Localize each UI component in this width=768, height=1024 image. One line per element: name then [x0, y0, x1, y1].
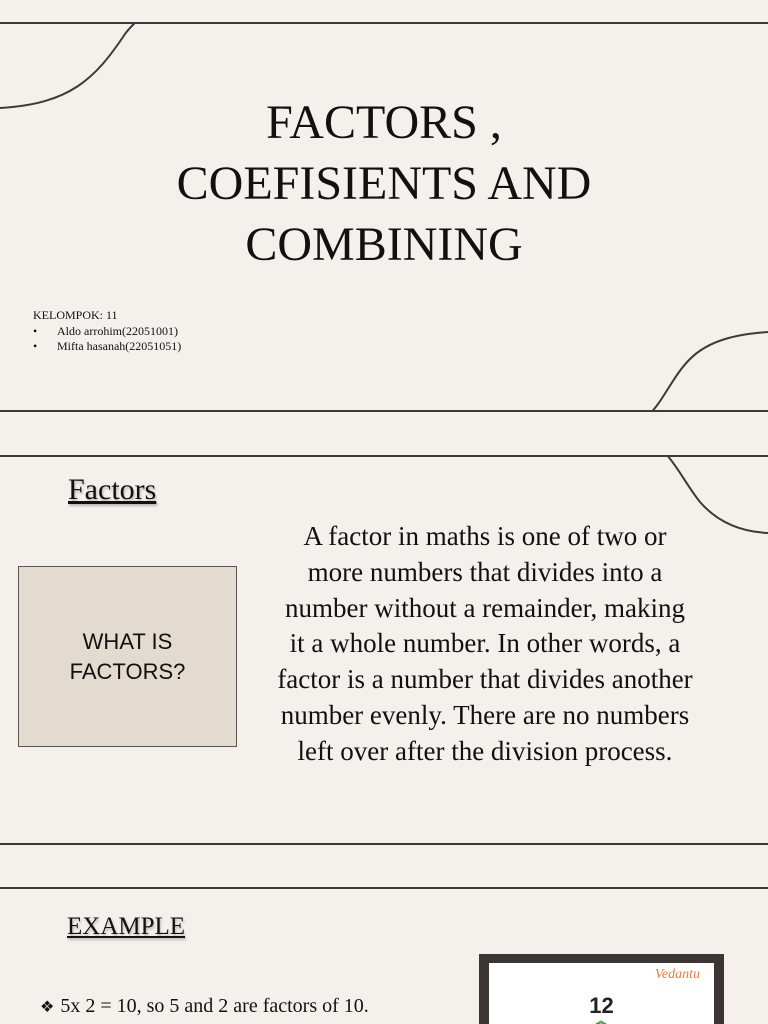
vedantu-logo: Vedantu	[654, 967, 700, 982]
section-heading: Factors	[68, 473, 157, 506]
right-curve-upper	[620, 332, 768, 412]
title-line-3: COMBINING	[245, 218, 523, 271]
group-info	[33, 308, 181, 355]
member-name: Aldo arrohim(22051001)	[57, 323, 178, 338]
example-item	[40, 995, 369, 1018]
example-text: 5x 2 = 10, so 5 and 2 are factors of 10.	[60, 995, 369, 1017]
title-slide	[0, 22, 768, 412]
member-list	[33, 324, 181, 355]
bullet-icon: •	[33, 339, 38, 353]
diamond-bullet-icon: ❖	[40, 999, 55, 1016]
bullet-icon: •	[33, 323, 38, 338]
question-box	[18, 566, 237, 747]
group-label: KELOMPOK: 11	[33, 308, 118, 322]
title-line-1: FACTORS ,	[266, 96, 502, 149]
title-line-2: COEFISIENTS AND	[176, 157, 592, 210]
factor-tree-image	[479, 954, 724, 1024]
member-item	[33, 339, 181, 355]
member-item	[33, 324, 181, 340]
image-canvas	[489, 963, 714, 1024]
figure-number: 12	[589, 993, 614, 1018]
factor-tree-branches	[489, 963, 714, 1024]
member-name: Mifta hasanah(22051051)	[57, 339, 182, 353]
slide-title	[0, 92, 768, 275]
question-text: WHAT IS FACTORS?	[69, 628, 186, 684]
section-heading: EXAMPLE	[67, 913, 186, 940]
factors-slide	[0, 455, 768, 845]
definition-text: A factor in maths is one of two or more numbers that divides into a number without a remainder, making it a whole number. In other words, a factor is a number that divides another number evenly. There are no numbers left over after the division process.	[277, 521, 693, 766]
example-slide	[0, 887, 768, 1024]
